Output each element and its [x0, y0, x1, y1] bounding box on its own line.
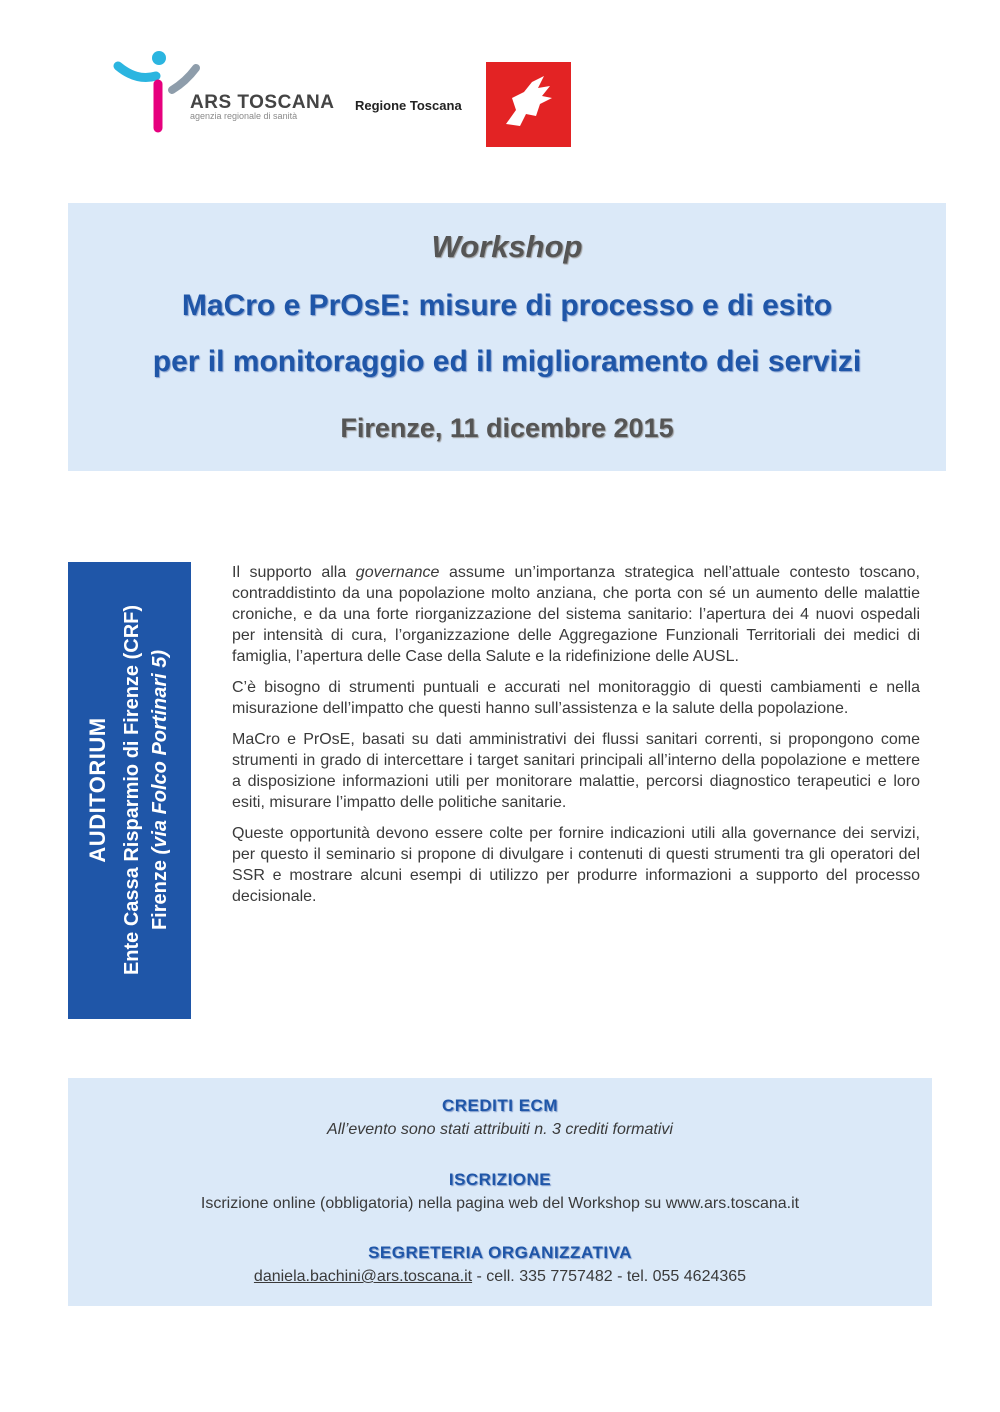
workshop-title-line2: per il monitoraggio ed il miglioramento dei servizi [152, 345, 862, 378]
paragraph-1-start: Il supporto alla [232, 564, 356, 581]
regione-toscana-label: Regione Toscana [355, 98, 462, 113]
paragraph-1-rest: assume un’importanza strategica nell’attuale contesto toscano, contraddistinto da una popolazione molto anziana, che porta con sé un aumento delle malattie croniche, e da una forte riorganizzazione del sistema sanitario: l’apertura dei 4 nuovi ospedali per intensità di cura, l’organizzazione delle Aggregazione Funzionali Territoriali dei medici di famiglia, l’apertura delle Case della Salute e la ridefinizione delle AUSL. [232, 564, 921, 665]
event-date: Firenze, 11 dicembre 2015 [340, 413, 674, 443]
paragraph-1-italic: governance [355, 564, 440, 581]
crediti-ecm-heading: CREDITI ECM [442, 1096, 558, 1115]
segreteria-contact [68, 1268, 932, 1286]
iscrizione-text: Iscrizione online (obbligatoria) nella pagina web del Workshop su www.ars.toscana.it [200, 1195, 800, 1212]
venue-name: Ente Cassa Risparmio di Firenze (CRF) [121, 604, 143, 976]
venue-street: (via Folco Portinari 5) [149, 649, 171, 855]
paragraph-1 [232, 562, 920, 667]
venue-city: Firenze [149, 854, 171, 931]
paragraph-3: MaCro e PrOsE, basati su dati amministrativi dei flussi sanitari correnti, si propongono come strumenti in grado di intercettare i target sanitari principali all’interno della popolazione e mettere a disposizione informazioni utili per monitorare malattie, percorsi diagnostico terapeutici e loro esiti, misurare l’impatto delle politiche sanitarie. [232, 731, 920, 811]
workshop-label: Workshop [431, 229, 583, 264]
paragraph-4: Queste opportunità devono essere colte per fornire indicazioni utili alla governance dei servizi, per questo il seminario si propone di divulgare i contenuti di questi strumenti tra gli operatori del SSR e mostrare alcuni esempi di utilizzo per produrre informazioni a supporto del processo decisionale. [232, 825, 920, 905]
ars-logo-name: ARS TOSCANA [190, 92, 335, 113]
venue-text-rotated [84, 570, 174, 1010]
venue-panel [68, 562, 191, 1019]
venue-title: AUDITORIUM [85, 717, 110, 863]
description-body [232, 562, 920, 917]
paragraph-2: C’è bisogno di strumenti puntuali e accurati nel monitoraggio di questi cambiamenti e nella misurazione dell’impatto che questi hanno sull’assistenza e la salute della popolazione. [232, 679, 920, 717]
info-footer-panel [68, 1078, 932, 1306]
contact-phones: - cell. 335 7757482 - tel. 055 4624365 [472, 1268, 747, 1285]
segreteria-heading: SEGRETERIA ORGANIZZATIVA [368, 1243, 632, 1262]
iscrizione-heading: ISCRIZIONE [448, 1170, 552, 1189]
workshop-title-line1: MaCro e PrOsE: misure di processo e di esito [181, 289, 833, 322]
venue-address [146, 570, 174, 1010]
workshop-header-panel [68, 203, 946, 471]
crediti-ecm-text: All’evento sono stati attribuiti n. 3 crediti formativi [327, 1121, 673, 1138]
ars-logo-subtitle: agenzia regionale di sanità [190, 111, 298, 121]
contact-email-link[interactable]: daniela.bachini@ars.toscana.it [253, 1268, 473, 1285]
regione-toscana-pegasus-icon [486, 62, 571, 147]
